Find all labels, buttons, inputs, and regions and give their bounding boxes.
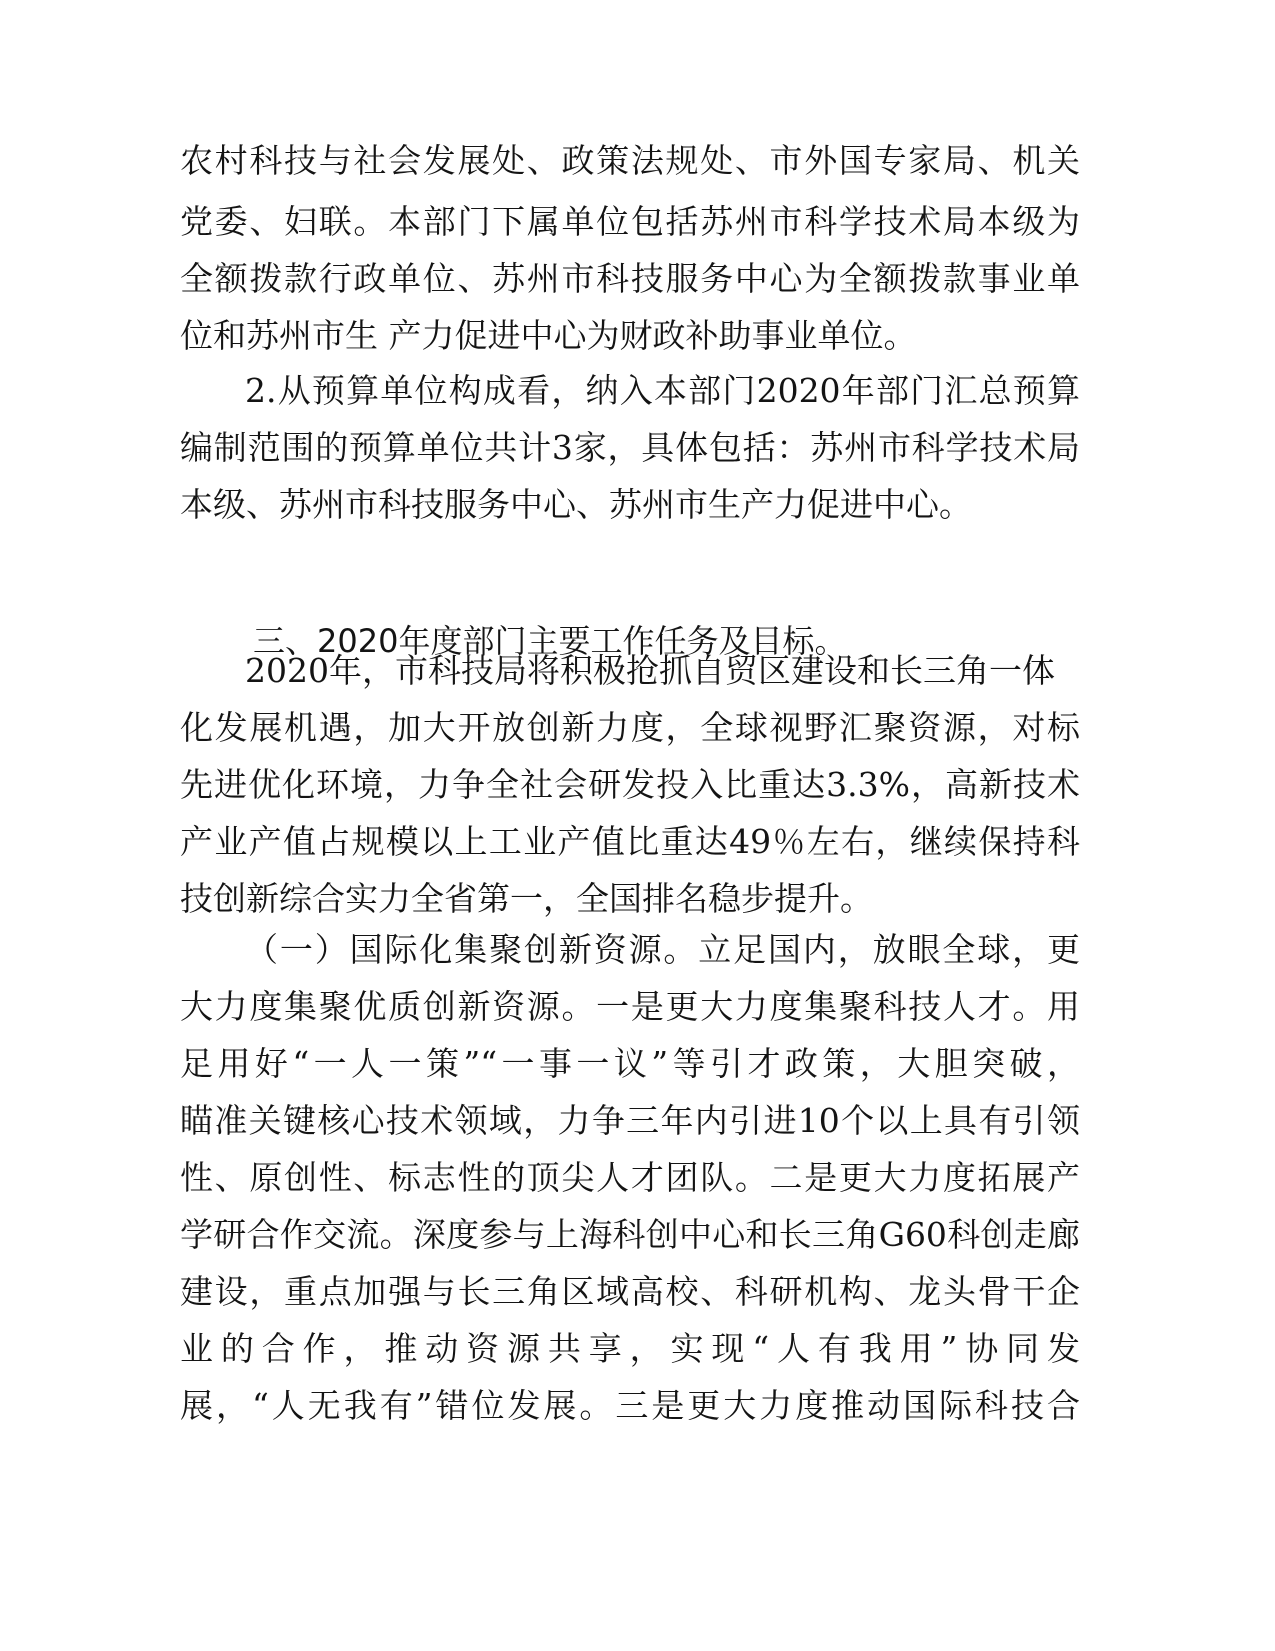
text-line: 展，“人无我有”错位发展。三是更大力度推动国际科技合 bbox=[180, 1386, 1080, 1425]
section-heading: 三、2020年度部门主要工作任务及目标。 bbox=[253, 622, 847, 660]
text-line: 业的合作，推动资源共享，实现“人有我用”协同发 bbox=[180, 1329, 1080, 1368]
text-line: 瞄准关键核心技术领域，力争三年内引进10个以上具有引领 bbox=[180, 1101, 1080, 1140]
text-line: 学研合作交流。深度参与上海科创中心和长三角G60科创走廊 bbox=[180, 1215, 1080, 1254]
text-line: 化发展机遇，加大开放创新力度，全球视野汇聚资源，对标 bbox=[180, 708, 1080, 747]
text-line: 位和苏州市生 产力促进中心为财政补助事业单位。 bbox=[180, 316, 917, 355]
text-line: 编制范围的预算单位共计3家，具体包括：苏州市科学技术局 bbox=[180, 428, 1080, 467]
text-line: 足用好“一人一策”“一事一议”等引才政策，大胆突破， bbox=[180, 1044, 1080, 1083]
text-line: 全额拨款行政单位、苏州市科技服务中心为全额拨款事业单 bbox=[180, 259, 1080, 298]
text-line: 2.从预算单位构成看，纳入本部门2020年部门汇总预算 bbox=[245, 371, 1080, 410]
text-line: 大力度集聚优质创新资源。一是更大力度集聚科技人才。用 bbox=[180, 987, 1080, 1026]
text-line: 农村科技与社会发展处、政策法规处、市外国专家局、机关 bbox=[180, 141, 1080, 180]
text-line: 建设，重点加强与长三角区域高校、科研机构、龙头骨干企 bbox=[180, 1272, 1080, 1311]
text-line: 先进优化环境，力争全社会研发投入比重达3.3%，高新技术 bbox=[180, 765, 1080, 804]
text-line: 技创新综合实力全省第一，全国排名稳步提升。 bbox=[180, 879, 873, 918]
text-line: 2020年，市科技局将积极抢抓自贸区建设和长三角一体 bbox=[245, 651, 1055, 690]
text-line: 产业产值占规模以上工业产值比重达49％左右，继续保持科 bbox=[180, 822, 1080, 861]
text-line: 本级、苏州市科技服务中心、苏州市生产力促进中心。 bbox=[180, 485, 972, 524]
text-line: （一）国际化集聚创新资源。立足国内，放眼全球，更 bbox=[245, 930, 1080, 969]
text-line: 党委、妇联。本部门下属单位包括苏州市科学技术局本级为 bbox=[180, 202, 1080, 241]
text-line: 性、原创性、标志性的顶尖人才团队。二是更大力度拓展产 bbox=[180, 1158, 1080, 1197]
